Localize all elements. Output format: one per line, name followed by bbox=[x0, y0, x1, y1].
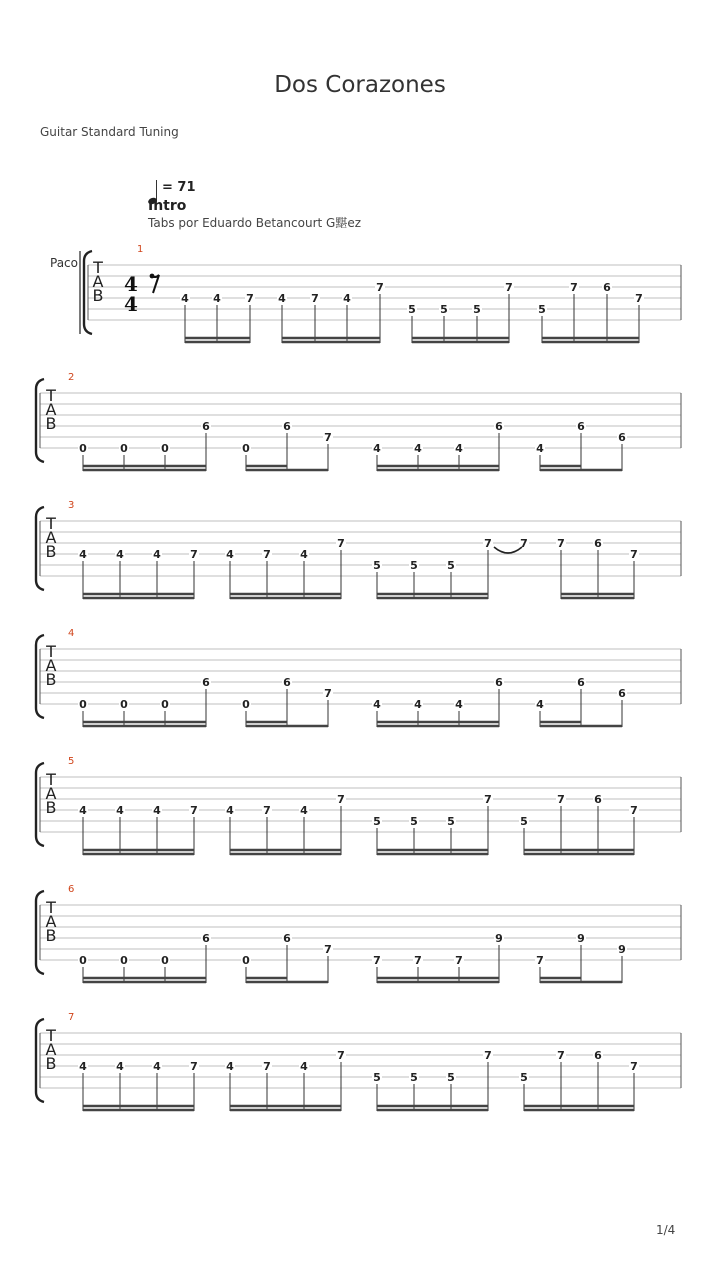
bar-number: 1 bbox=[137, 244, 144, 255]
fret-number: 4 bbox=[278, 292, 286, 305]
fret-number: 7 bbox=[630, 548, 638, 561]
tie-arc bbox=[494, 547, 522, 553]
tab-clef-letter: T bbox=[46, 1026, 56, 1045]
fret-number: 0 bbox=[120, 954, 128, 967]
fret-number: 7 bbox=[455, 954, 463, 967]
fret-number: 6 bbox=[283, 932, 291, 945]
bar-number: 6 bbox=[68, 884, 75, 895]
bar-number: 3 bbox=[68, 500, 75, 511]
fret-number: 5 bbox=[373, 559, 381, 572]
fret-number: 6 bbox=[202, 676, 210, 689]
fret-number: 7 bbox=[190, 1060, 198, 1073]
tab-clef-letter: A bbox=[45, 528, 57, 547]
fret-number: 5 bbox=[447, 815, 455, 828]
tab-clef-letter: A bbox=[45, 1040, 57, 1059]
fret-number: 7 bbox=[484, 537, 492, 550]
fret-number: 0 bbox=[242, 698, 250, 711]
fret-number: 4 bbox=[153, 548, 161, 561]
fret-number: 4 bbox=[116, 548, 124, 561]
tab-clef-letter: B bbox=[45, 798, 57, 817]
fret-number: 4 bbox=[300, 548, 308, 561]
eighth-rest-dot bbox=[150, 274, 155, 279]
bar-number: 4 bbox=[68, 628, 75, 639]
fret-number: 6 bbox=[283, 676, 291, 689]
fret-number: 6 bbox=[618, 687, 626, 700]
song-title: Dos Corazones bbox=[274, 72, 446, 98]
fret-number: 4 bbox=[373, 698, 381, 711]
fret-number: 0 bbox=[120, 442, 128, 455]
tab-clef-letter: T bbox=[93, 258, 103, 277]
fret-number: 7 bbox=[324, 431, 332, 444]
fret-number: 7 bbox=[635, 292, 643, 305]
fret-number: 7 bbox=[324, 943, 332, 956]
fret-number: 4 bbox=[116, 1060, 124, 1073]
fret-number: 4 bbox=[226, 548, 234, 561]
fret-number: 7 bbox=[337, 1049, 345, 1062]
fret-number: 6 bbox=[594, 793, 602, 806]
fret-number: 4 bbox=[373, 442, 381, 455]
fret-number: 9 bbox=[577, 932, 585, 945]
fret-number: 5 bbox=[373, 815, 381, 828]
fret-number: 4 bbox=[79, 804, 87, 817]
fret-number: 5 bbox=[440, 303, 448, 316]
fret-number: 7 bbox=[630, 804, 638, 817]
tab-clef-letter: B bbox=[45, 1054, 57, 1073]
fret-number: 4 bbox=[226, 1060, 234, 1073]
fret-number: 4 bbox=[153, 1060, 161, 1073]
fret-number: 6 bbox=[495, 676, 503, 689]
fret-number: 4 bbox=[414, 698, 422, 711]
fret-number: 4 bbox=[79, 548, 87, 561]
fret-number: 7 bbox=[414, 954, 422, 967]
section-label: Intro bbox=[148, 198, 187, 214]
fret-number: 0 bbox=[79, 954, 87, 967]
time-signature-numerator: 4 bbox=[124, 272, 138, 296]
fret-number: 9 bbox=[495, 932, 503, 945]
fret-number: 7 bbox=[557, 537, 565, 550]
fret-number: 0 bbox=[120, 698, 128, 711]
fret-number: 4 bbox=[536, 698, 544, 711]
tab-clef-letter: B bbox=[45, 542, 57, 561]
fret-number: 4 bbox=[181, 292, 189, 305]
fret-number: 7 bbox=[505, 281, 513, 294]
tab-clef-letter: A bbox=[45, 656, 57, 675]
fret-number: 6 bbox=[618, 431, 626, 444]
tab-clef-letter: T bbox=[46, 386, 56, 405]
fret-number: 7 bbox=[557, 793, 565, 806]
fret-number: 7 bbox=[324, 687, 332, 700]
fret-number: 4 bbox=[300, 804, 308, 817]
fret-number: 6 bbox=[577, 676, 585, 689]
page-number: 1/4 bbox=[656, 1223, 676, 1237]
tempo-marking: = 71 bbox=[162, 180, 196, 195]
fret-number: 0 bbox=[242, 442, 250, 455]
tab-clef-letter: A bbox=[45, 912, 57, 931]
fret-number: 0 bbox=[161, 954, 169, 967]
fret-number: 6 bbox=[594, 537, 602, 550]
tab-clef-letter: A bbox=[92, 272, 104, 291]
fret-number: 7 bbox=[557, 1049, 565, 1062]
fret-number: 5 bbox=[520, 815, 528, 828]
fret-number: 4 bbox=[300, 1060, 308, 1073]
instrument-name: Paco bbox=[50, 256, 78, 270]
tab-clef-letter: B bbox=[92, 286, 104, 305]
fret-number: 7 bbox=[311, 292, 319, 305]
fret-number: 6 bbox=[495, 420, 503, 433]
fret-number: 4 bbox=[414, 442, 422, 455]
fret-number: 6 bbox=[577, 420, 585, 433]
fret-number: 5 bbox=[410, 559, 418, 572]
fret-number: 4 bbox=[116, 804, 124, 817]
fret-number: 6 bbox=[594, 1049, 602, 1062]
fret-number: 7 bbox=[630, 1060, 638, 1073]
fret-number: 4 bbox=[343, 292, 351, 305]
fret-number: 5 bbox=[538, 303, 546, 316]
fret-number: 0 bbox=[242, 954, 250, 967]
tab-clef-letter: B bbox=[45, 414, 57, 433]
fret-number: 7 bbox=[520, 537, 528, 550]
bar-number: 5 bbox=[68, 756, 75, 767]
bar-number: 7 bbox=[68, 1012, 75, 1023]
tab-clef-letter: A bbox=[45, 400, 57, 419]
fret-number: 0 bbox=[161, 698, 169, 711]
fret-number: 6 bbox=[202, 932, 210, 945]
fret-number: 5 bbox=[447, 1071, 455, 1084]
fret-number: 4 bbox=[226, 804, 234, 817]
fret-number: 5 bbox=[373, 1071, 381, 1084]
fret-number: 7 bbox=[190, 548, 198, 561]
fret-number: 0 bbox=[79, 442, 87, 455]
tab-clef-letter: T bbox=[46, 898, 56, 917]
tab-clef-letter: T bbox=[46, 514, 56, 533]
fret-number: 7 bbox=[536, 954, 544, 967]
fret-number: 5 bbox=[410, 1071, 418, 1084]
fret-number: 6 bbox=[283, 420, 291, 433]
fret-number: 7 bbox=[570, 281, 578, 294]
fret-number: 4 bbox=[536, 442, 544, 455]
tab-clef-letter: T bbox=[46, 642, 56, 661]
fret-number: 5 bbox=[408, 303, 416, 316]
fret-number: 5 bbox=[410, 815, 418, 828]
fret-number: 7 bbox=[376, 281, 384, 294]
tab-clef-letter: T bbox=[46, 770, 56, 789]
fret-number: 7 bbox=[373, 954, 381, 967]
fret-number: 4 bbox=[455, 698, 463, 711]
fret-number: 7 bbox=[246, 292, 254, 305]
credit-text: Tabs por Eduardo Betancourt G黮ez bbox=[148, 216, 362, 230]
fret-number: 6 bbox=[603, 281, 611, 294]
fret-number: 4 bbox=[213, 292, 221, 305]
time-signature-denominator: 4 bbox=[124, 292, 138, 316]
fret-number: 7 bbox=[263, 1060, 271, 1073]
tuning-label: Guitar Standard Tuning bbox=[40, 125, 179, 139]
fret-number: 9 bbox=[618, 943, 626, 956]
fret-number: 7 bbox=[337, 793, 345, 806]
fret-number: 7 bbox=[484, 793, 492, 806]
fret-number: 5 bbox=[520, 1071, 528, 1084]
fret-number: 0 bbox=[161, 442, 169, 455]
fret-number: 6 bbox=[202, 420, 210, 433]
fret-number: 5 bbox=[447, 559, 455, 572]
fret-number: 4 bbox=[79, 1060, 87, 1073]
fret-number: 7 bbox=[263, 804, 271, 817]
fret-number: 4 bbox=[455, 442, 463, 455]
fret-number: 7 bbox=[484, 1049, 492, 1062]
fret-number: 7 bbox=[190, 804, 198, 817]
bar-number: 2 bbox=[68, 372, 75, 383]
tab-clef-letter: B bbox=[45, 926, 57, 945]
fret-number: 0 bbox=[79, 698, 87, 711]
fret-number: 7 bbox=[263, 548, 271, 561]
tab-clef-letter: B bbox=[45, 670, 57, 689]
fret-number: 4 bbox=[153, 804, 161, 817]
fret-number: 7 bbox=[337, 537, 345, 550]
fret-number: 5 bbox=[473, 303, 481, 316]
tab-clef-letter: A bbox=[45, 784, 57, 803]
